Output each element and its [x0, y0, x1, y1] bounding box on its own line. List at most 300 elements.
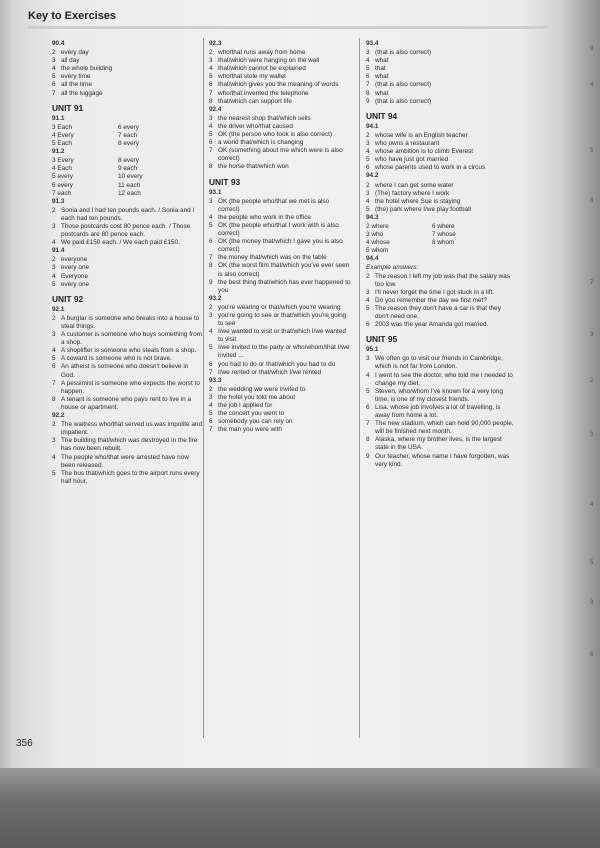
answer-text: Steven, who/whom I've known for a very long time, is one of my closest friends. — [375, 387, 505, 403]
answer-line — [52, 90, 202, 98]
answer-text: (the) park where I/we play football — [375, 205, 471, 213]
answer-grid — [52, 157, 202, 197]
answer-grid-row — [52, 140, 202, 148]
exercise-number: 93.2 — [209, 294, 222, 302]
answer-text: OK (the worst film that/which you've ever seen is also correct) — [218, 262, 351, 278]
answer-line — [209, 369, 351, 377]
page-number: 356 — [16, 738, 33, 749]
answer-line — [366, 420, 516, 436]
answer-line — [366, 436, 516, 452]
answer-grid-cell: 2 where — [366, 222, 389, 230]
answer-text: the wedding we were invited to — [218, 385, 306, 393]
column-divider — [203, 38, 204, 738]
answer-number: 5 — [52, 355, 56, 363]
answer-number: 3 — [209, 114, 213, 122]
answer-number: 3 — [52, 437, 56, 445]
answer-line — [52, 437, 202, 453]
answer-line — [209, 123, 351, 131]
answer-text: The waitress who/that served us was impolite and impatient. — [61, 421, 204, 437]
answer-number: 5 — [366, 156, 370, 164]
exercise-number: 94.2 — [366, 172, 379, 180]
answer-text: Lisa, whose job involves a lot of travelling, is away from home a lot. — [375, 403, 503, 420]
answer-line — [209, 328, 351, 344]
answer-text: the concert you went to — [218, 410, 285, 418]
answer-number: 6 — [209, 139, 213, 147]
answer-grid-row — [52, 190, 202, 198]
unit-heading: UNIT 95 — [366, 334, 398, 345]
answer-line — [366, 98, 516, 106]
answer-line — [52, 223, 202, 239]
answer-text: that/which cannot be explained — [218, 65, 306, 73]
answer-number: 3 — [209, 197, 213, 205]
answer-number: 9 — [209, 278, 213, 286]
answer-grid-cell: 4 Every — [52, 131, 74, 139]
answer-number: 3 — [52, 331, 56, 339]
exercise-number: 91.4 — [52, 247, 65, 255]
answer-number: 3 — [52, 222, 56, 230]
answer-line — [209, 81, 351, 89]
answer-number: 6 — [366, 321, 370, 329]
answer-grid-cell: 6 every — [52, 181, 73, 189]
answer-text: the money that/which was on the table — [218, 254, 327, 262]
answer-text: that/which gives you the meaning of words — [218, 81, 339, 89]
answer-number: 6 — [209, 238, 213, 246]
answer-grid-cell: 3 Each — [52, 123, 72, 131]
answer-line — [209, 394, 351, 402]
answer-line — [366, 90, 516, 98]
answer-column-1 — [52, 40, 202, 486]
answer-number: 7 — [209, 89, 213, 97]
answer-number: 7 — [52, 379, 56, 387]
answer-text: The new stadium, which can hold 90,000 people, will be finished next month. — [375, 420, 516, 436]
answer-text: I'll never forget the time I got stuck in a lift. — [375, 288, 495, 296]
answer-number: 6 — [209, 360, 213, 368]
answer-grid-cell: 8 whom — [432, 239, 455, 247]
answer-grid-cell: 12 each — [118, 189, 141, 197]
answer-text: I/we invited to the party or who/whom/that I/we invited ... — [218, 344, 352, 360]
answer-text: everyone — [61, 256, 88, 264]
column-divider — [359, 38, 360, 738]
title-rule — [28, 26, 548, 29]
answer-text: the job I applied for — [218, 402, 273, 410]
exercise-number: 95.1 — [366, 346, 379, 354]
answer-text: the horse that/which won — [218, 163, 289, 171]
answer-line — [366, 289, 516, 297]
answer-number: 5 — [52, 280, 56, 288]
answer-number: 5 — [366, 387, 370, 395]
answer-grid-cell: 3 Every — [52, 157, 74, 165]
answer-number: 6 — [209, 418, 213, 426]
answer-grid — [52, 124, 202, 148]
answer-line — [209, 57, 351, 65]
answer-number: 5 — [209, 410, 213, 418]
answer-number: 3 — [366, 189, 370, 197]
answer-number: 2 — [209, 303, 213, 311]
answer-number: 2 — [52, 49, 56, 57]
answer-number: 4 — [209, 213, 213, 221]
answer-text: where I can get some water — [375, 181, 454, 189]
answer-number: 6 — [209, 81, 213, 89]
answer-number: 5 — [52, 469, 56, 477]
answer-number: 4 — [209, 65, 213, 73]
answer-line — [366, 372, 516, 388]
answer-number: 5 — [209, 221, 213, 229]
answer-text: A customer is someone who buys something from a shop. — [61, 331, 204, 347]
answer-text: A shoplifter is someone who steals from a shop. — [61, 347, 197, 355]
answer-text: the driver who/that caused — [218, 122, 293, 130]
answer-number: 3 — [366, 49, 370, 57]
exercise-number: 91.3 — [52, 197, 65, 205]
answer-line — [366, 198, 516, 206]
answer-text: We often go to visit our friends in Cambridge, which is not far from London. — [375, 355, 505, 371]
answer-grid-row — [52, 157, 202, 165]
answer-number: 6 — [366, 403, 370, 411]
answer-text: all the time — [61, 81, 92, 89]
answer-line — [209, 254, 351, 262]
answer-text: every one — [61, 264, 90, 272]
answer-text: I went to see the doctor, who told me I needed to change my diet. — [375, 371, 515, 387]
answer-grid-row — [366, 239, 516, 247]
answer-number: 2 — [52, 314, 56, 322]
answer-number: 7 — [366, 81, 370, 89]
answer-text: 2003 was the year Amanda got married. — [375, 321, 489, 329]
answer-line — [366, 404, 516, 420]
answer-text: every day — [61, 49, 89, 57]
answer-line — [209, 115, 351, 123]
answer-text: The building that/which was destroyed in the fire has now been rebuilt. — [61, 437, 200, 453]
answer-column-2 — [209, 40, 351, 434]
answer-text: (that is also correct) — [375, 81, 432, 89]
answer-grid-cell: 8 every — [118, 140, 139, 148]
answer-text: the nearest shop that/which sells — [218, 114, 311, 122]
answer-text: The reason I left my job was that the salary was too low. — [375, 272, 512, 288]
answer-number: 4 — [366, 197, 370, 205]
answer-text: OK (the person who took is also correct) — [218, 131, 333, 139]
answer-number: 6 — [52, 81, 56, 89]
answer-number: 2 — [52, 421, 56, 429]
answer-line — [209, 90, 351, 98]
answer-grid-cell: 7 each — [52, 189, 72, 197]
answer-line — [366, 73, 516, 81]
answer-text: Alaska, where my brother lives, is the largest state in the USA. — [375, 436, 504, 452]
answer-number: 3 — [366, 288, 370, 296]
answer-line — [52, 57, 202, 65]
answer-line — [366, 57, 516, 65]
answer-number: 4 — [52, 453, 56, 461]
answer-text: whose parents used to work in a circus — [375, 164, 486, 172]
answer-line — [52, 81, 202, 89]
answer-text: OK (the money that/which I gave you is also correct) — [218, 238, 345, 254]
answer-text: who owns a restaurant — [375, 140, 440, 148]
answer-text: Those postcards cost 80 pence each. / Those postcards are 80 pence each. — [61, 222, 192, 239]
answer-text: I/we wanted to visit or that/which I/we wanted to visit — [218, 328, 348, 344]
answer-text: A tenant is someone who pays rent to live in a house or apartment. — [61, 395, 193, 411]
answer-text: Do you remember the day we first met? — [375, 296, 487, 304]
answer-grid-row — [366, 223, 516, 231]
answer-line — [366, 297, 516, 305]
answer-line — [209, 139, 351, 147]
answer-line — [52, 256, 202, 264]
answer-text: that/which can support life — [218, 97, 292, 105]
answer-line — [366, 190, 516, 198]
answer-line — [366, 148, 516, 156]
answer-grid-row — [52, 165, 202, 173]
answer-number: 4 — [209, 122, 213, 130]
answer-grid-cell: 5 Each — [52, 140, 72, 148]
answer-text: that/which were hanging on the wall — [218, 57, 320, 65]
answer-line — [366, 49, 516, 57]
answer-line — [366, 140, 516, 148]
answer-number: 8 — [52, 395, 56, 403]
answer-line — [209, 214, 351, 222]
answer-grid-row — [52, 132, 202, 140]
answer-line — [52, 239, 202, 247]
answer-number: 2 — [366, 272, 370, 280]
answer-number: 4 — [366, 148, 370, 156]
table-shadow — [0, 768, 600, 848]
answer-grid-row — [52, 124, 202, 132]
answer-number: 8 — [366, 436, 370, 444]
answer-number: 4 — [209, 328, 213, 336]
answer-number: 8 — [209, 163, 213, 171]
answer-line — [366, 182, 516, 190]
answer-number: 7 — [209, 147, 213, 155]
answer-grid-cell: 7 each — [118, 131, 138, 139]
answer-line — [52, 49, 202, 57]
answer-text: who/that runs away from home — [218, 49, 306, 57]
answer-number: 3 — [52, 264, 56, 272]
unit-heading: UNIT 94 — [366, 110, 398, 121]
answer-text: the hotel you told me about — [218, 393, 296, 401]
answer-line — [52, 396, 202, 412]
answer-line — [366, 388, 516, 404]
answer-number: 2 — [366, 181, 370, 189]
answer-text: you're wearing or that/which you're wearing — [218, 303, 341, 311]
answer-number: 4 — [52, 239, 56, 247]
exercise-number: 91.1 — [52, 114, 65, 122]
answer-text: OK (something about me which were is also correct) — [218, 147, 345, 163]
answer-line — [52, 281, 202, 289]
answer-line — [366, 305, 516, 321]
answer-text: the man you were with — [218, 426, 282, 434]
answer-line — [52, 273, 202, 281]
answer-line — [209, 198, 351, 214]
answer-number: 3 — [209, 57, 213, 65]
answer-line — [209, 98, 351, 106]
answer-text: Our teacher, whose name I have forgotten, was very kind. — [375, 452, 512, 468]
answer-line — [209, 163, 351, 171]
answer-column-3 — [366, 40, 516, 469]
answer-number: 4 — [52, 272, 56, 280]
answer-number: 5 — [366, 205, 370, 213]
answer-text: all the luggage — [61, 89, 103, 97]
answer-line — [209, 238, 351, 254]
answer-line — [209, 65, 351, 73]
answer-number: 4 — [52, 347, 56, 355]
answer-text: A coward is someone who is not brave. — [61, 355, 172, 363]
answer-line — [52, 470, 202, 486]
answer-line — [209, 279, 351, 295]
answer-number: 6 — [366, 73, 370, 81]
answer-grid-cell: 9 each — [118, 165, 138, 173]
answer-number: 2 — [52, 256, 56, 264]
exercise-number: 94.1 — [366, 122, 379, 130]
unit-heading: UNIT 92 — [52, 293, 84, 304]
answer-text: whose ambition is to climb Everest — [375, 148, 474, 156]
answer-line — [52, 454, 202, 470]
answer-line — [209, 402, 351, 410]
answer-grid-row — [52, 182, 202, 190]
answer-text: somebody you can rely on — [218, 418, 293, 426]
answer-line — [52, 347, 202, 355]
answer-text: all day — [61, 57, 80, 65]
exercise-number: 93.4 — [366, 40, 379, 47]
answer-line — [366, 156, 516, 164]
answer-line — [209, 147, 351, 163]
answer-grid-cell: 8 every — [118, 157, 139, 165]
answer-line — [52, 363, 202, 379]
exercise-number: 92.2 — [52, 412, 65, 420]
next-page-edge: 9 4 5 6 7 9 2 3 4 5 9 6 — [590, 46, 594, 658]
answer-text: The reason they don't have a car is that they don't need one. — [375, 304, 503, 320]
unit-heading: UNIT 93 — [209, 176, 241, 187]
answer-text: Everyone — [61, 272, 88, 280]
answer-number: 3 — [366, 140, 370, 148]
answer-grid-cell: 6 every — [118, 123, 139, 131]
answer-text: a world that/which is changing — [218, 139, 304, 147]
answer-number: 2 — [209, 385, 213, 393]
answer-text: who/that stole my wallet — [218, 73, 286, 81]
answer-line — [209, 361, 351, 369]
answer-number: 5 — [209, 73, 213, 81]
answer-line — [209, 131, 351, 139]
answer-line — [52, 207, 202, 223]
answer-line — [366, 206, 516, 214]
answer-number: 6 — [366, 164, 370, 172]
answer-text: The bus that/which goes to the airport runs every half hour. — [61, 469, 202, 485]
answer-text: the whole building — [61, 65, 113, 73]
answer-line — [209, 73, 351, 81]
answer-number: 3 — [52, 57, 56, 65]
answer-number: 7 — [209, 254, 213, 262]
answer-line — [366, 132, 516, 140]
answer-number: 4 — [209, 402, 213, 410]
answer-number: 8 — [209, 262, 213, 270]
answer-line — [52, 380, 202, 396]
answer-line — [209, 426, 351, 434]
answer-grid-cell: 10 every — [118, 173, 143, 181]
answer-number: 9 — [366, 97, 370, 105]
answer-text: the best thing that/which has ever happened to you — [218, 278, 353, 294]
answer-text: The people who/that were arrested have now been released. — [61, 453, 191, 469]
answer-text: (that is also correct) — [375, 49, 432, 57]
answer-line — [52, 315, 202, 331]
answer-text: what — [375, 73, 389, 81]
answer-number: 4 — [366, 296, 370, 304]
answer-number: 8 — [366, 89, 370, 97]
answer-grid-cell: 11 each — [118, 181, 141, 189]
answer-number: 7 — [209, 368, 213, 376]
answer-number: 2 — [52, 206, 56, 214]
answer-number: 4 — [52, 65, 56, 73]
answer-line — [209, 386, 351, 394]
answer-line — [209, 262, 351, 278]
answer-number: 5 — [209, 131, 213, 139]
exercise-number: 91.2 — [52, 148, 65, 156]
answer-text: you had to do or that/which you had to do — [218, 360, 336, 368]
answer-line — [366, 273, 516, 289]
exercise-number: 94.3 — [366, 213, 379, 221]
answer-grid-cell: 5 whom — [366, 247, 389, 255]
answer-number: 7 — [52, 89, 56, 97]
answer-number: 2 — [366, 131, 370, 139]
exercise-number: 93.1 — [209, 188, 222, 196]
exercise-number: 90.4 — [52, 40, 65, 47]
answer-text: A burglar is someone who breaks into a house to steal things. — [61, 314, 201, 330]
answer-text: you're going to see or that/which you're going to see — [218, 312, 348, 328]
answer-number: 5 — [366, 304, 370, 312]
answer-text: whose wife is an English teacher — [375, 131, 468, 139]
answer-grid-cell: 3 who — [366, 231, 384, 239]
answer-grid-cell — [432, 247, 498, 255]
exercise-number: 92.3 — [209, 40, 222, 47]
answer-line — [366, 81, 516, 89]
answer-number: 5 — [366, 65, 370, 73]
answer-text: what — [375, 57, 389, 65]
answer-grid-cell: 4 whose — [366, 239, 390, 247]
answer-line — [209, 49, 351, 57]
answer-line — [52, 355, 202, 363]
answer-text: (that is also correct) — [375, 97, 432, 105]
answer-number: 5 — [52, 73, 56, 81]
answer-line — [52, 264, 202, 272]
answer-number: 8 — [209, 97, 213, 105]
answer-line — [209, 304, 351, 312]
answer-number: 3 — [366, 355, 370, 363]
answer-line — [209, 344, 351, 360]
answer-line — [209, 222, 351, 238]
answer-line — [366, 65, 516, 73]
answer-number: 6 — [52, 363, 56, 371]
answer-text: every time — [61, 73, 91, 81]
answer-grid-cell: 5 every — [52, 173, 73, 181]
answer-text: what — [375, 89, 389, 97]
answer-grid-row — [366, 231, 516, 239]
answer-text: that — [375, 65, 386, 73]
answer-grid-row — [52, 173, 202, 181]
answer-text: Sonia and I had ten pounds each. / Sonia and I each had ten pounds. — [61, 206, 197, 222]
unit-heading: UNIT 91 — [52, 102, 84, 113]
answer-text: the hotel where Sue is staying — [375, 197, 461, 205]
answer-text: A pessimist is someone who expects the worst to happen. — [61, 379, 202, 395]
answer-line — [366, 321, 516, 329]
answer-number: 4 — [366, 57, 370, 65]
answer-text: every one — [61, 280, 90, 288]
answer-number: 7 — [366, 420, 370, 428]
answer-line — [366, 453, 516, 469]
answer-number: 3 — [209, 393, 213, 401]
answer-line — [209, 312, 351, 328]
answer-line — [366, 355, 516, 371]
answer-text: who/that invented the telephone — [218, 89, 309, 97]
answer-text: (The) factory where I work — [375, 189, 450, 197]
answer-number: 2 — [209, 49, 213, 57]
answer-grid-row — [366, 247, 516, 255]
answer-number: 9 — [366, 452, 370, 460]
answer-grid-cell: 4 Each — [52, 165, 72, 173]
answer-text: who have just got married — [375, 156, 449, 164]
answer-text: OK (the people who/that I work with is also correct) — [218, 221, 341, 238]
